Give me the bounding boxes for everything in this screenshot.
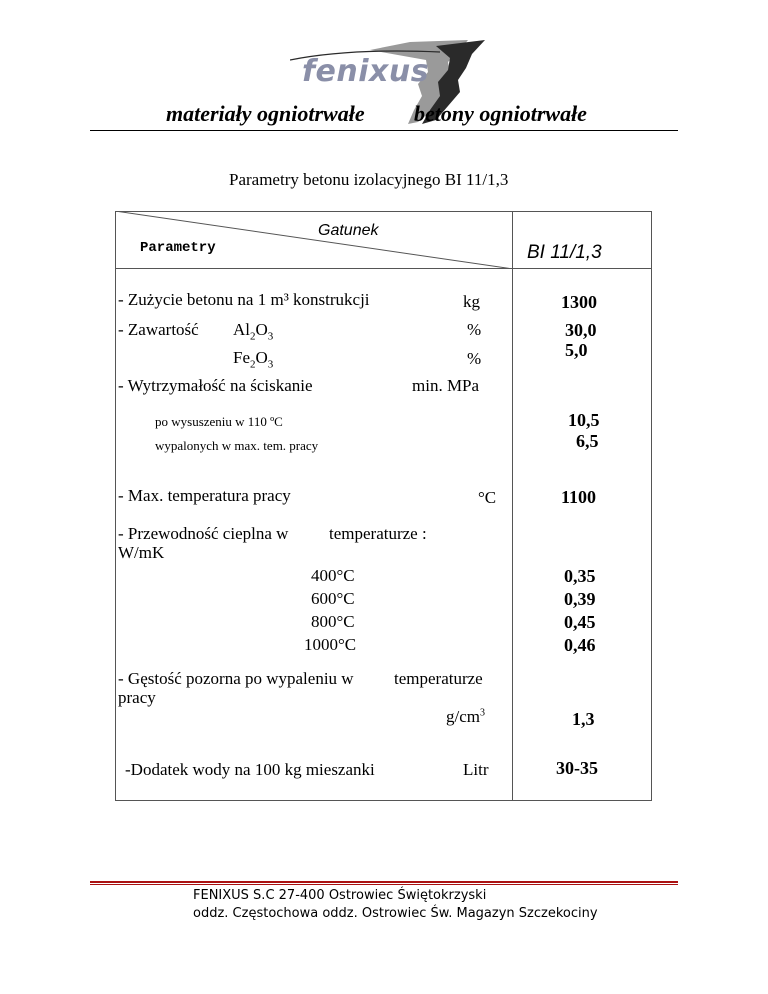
row-fe2o3-label: $Fe_2O_3$ [233,348,274,371]
row-max-temp-unit: °C [478,488,497,507]
table-header-gatunek: Gatunek [318,222,379,239]
row-zuzycie-unit: kg [463,292,480,311]
footer-address-line1: FENIXUS S.C 27-400 Ostrowiec Świętokrzyski [193,888,487,903]
row-gestosc-label-mid: temperaturze [394,669,483,688]
footer-address-line2: oddz. Częstochowa oddz. Ostrowiec Św. Magazyn Szczekociny [193,906,598,921]
row-t400-value: 0,35 [564,566,596,586]
row-zuzycie-value: 1300 [561,292,597,312]
row-dodatek-value: 30-35 [556,758,598,778]
row-t400-label: 400°C [311,566,355,585]
row-zuzycie-label: - Zużycie betonu na 1 m³ konstrukcji [118,290,370,309]
row-t600-label: 600°C [311,589,355,608]
row-przewodnosc-label: - Przewodność cieplna w [118,524,289,543]
row-max-temp-label: - Max. temperatura pracy [118,486,291,505]
row-gestosc-label: - Gęstość pozorna po wypaleniu w [118,669,354,688]
row-zawartosc-label: - Zawartość [118,320,199,339]
row-al2o3-label: $Al_2O_3$ [233,320,274,343]
row-t1000-value: 0,46 [564,635,596,655]
row-t800-value: 0,45 [564,612,596,632]
row-po-wysuszeniu-label: po wysuszeniu w 110 ºC [155,414,283,429]
row-t600-value: 0,39 [564,589,596,609]
row-gestosc-value: 1,3 [572,709,595,729]
table-header-grade: BI 11/1,3 [527,242,602,263]
row-t1000-label: 1000°C [304,635,357,654]
row-max-temp-value: 1100 [561,487,597,507]
row-al2o3-unit: % [467,320,482,339]
row-przewodnosc-label-mid: temperaturze : [329,524,427,543]
row-wytrzymalosc-unit: min. MPa [412,376,480,395]
row-dodatek-label: -Dodatek wody na 100 kg mieszanki [125,760,375,779]
row-fe2o3-unit: % [467,349,482,368]
table-header-parametry: Parametry [140,240,216,256]
header-rule [90,130,678,131]
header-left-title: materiały ogniotrwałe [166,101,365,126]
row-wypalonych-value: 6,5 [576,431,599,451]
footer-rule-thin [90,884,678,885]
row-dodatek-unit: Litr [463,760,489,779]
table-column-divider [512,211,513,801]
row-fe2o3-value: 5,0 [565,340,588,360]
row-wypalonych-label: wypalonych w max. tem. pracy [155,438,319,453]
row-wytrzymalosc-label: - Wytrzymałość na ściskanie [118,376,313,395]
logo-text: fenixus [302,54,430,89]
row-gestosc-label-line2: pracy [118,688,156,707]
row-al2o3-value: 30,0 [565,320,597,340]
footer-rule [90,881,678,883]
document-title: Parametry betonu izolacyjnego BI 11/1,3 [229,170,509,189]
row-po-wysuszeniu-value: 10,5 [568,410,600,430]
row-przewodnosc-unit: W/mK [118,543,165,562]
row-gestosc-unit: $g/cm^3$ [446,707,485,726]
header-right-title: betony ogniotrwałe [414,101,587,126]
row-t800-label: 800°C [311,612,355,631]
